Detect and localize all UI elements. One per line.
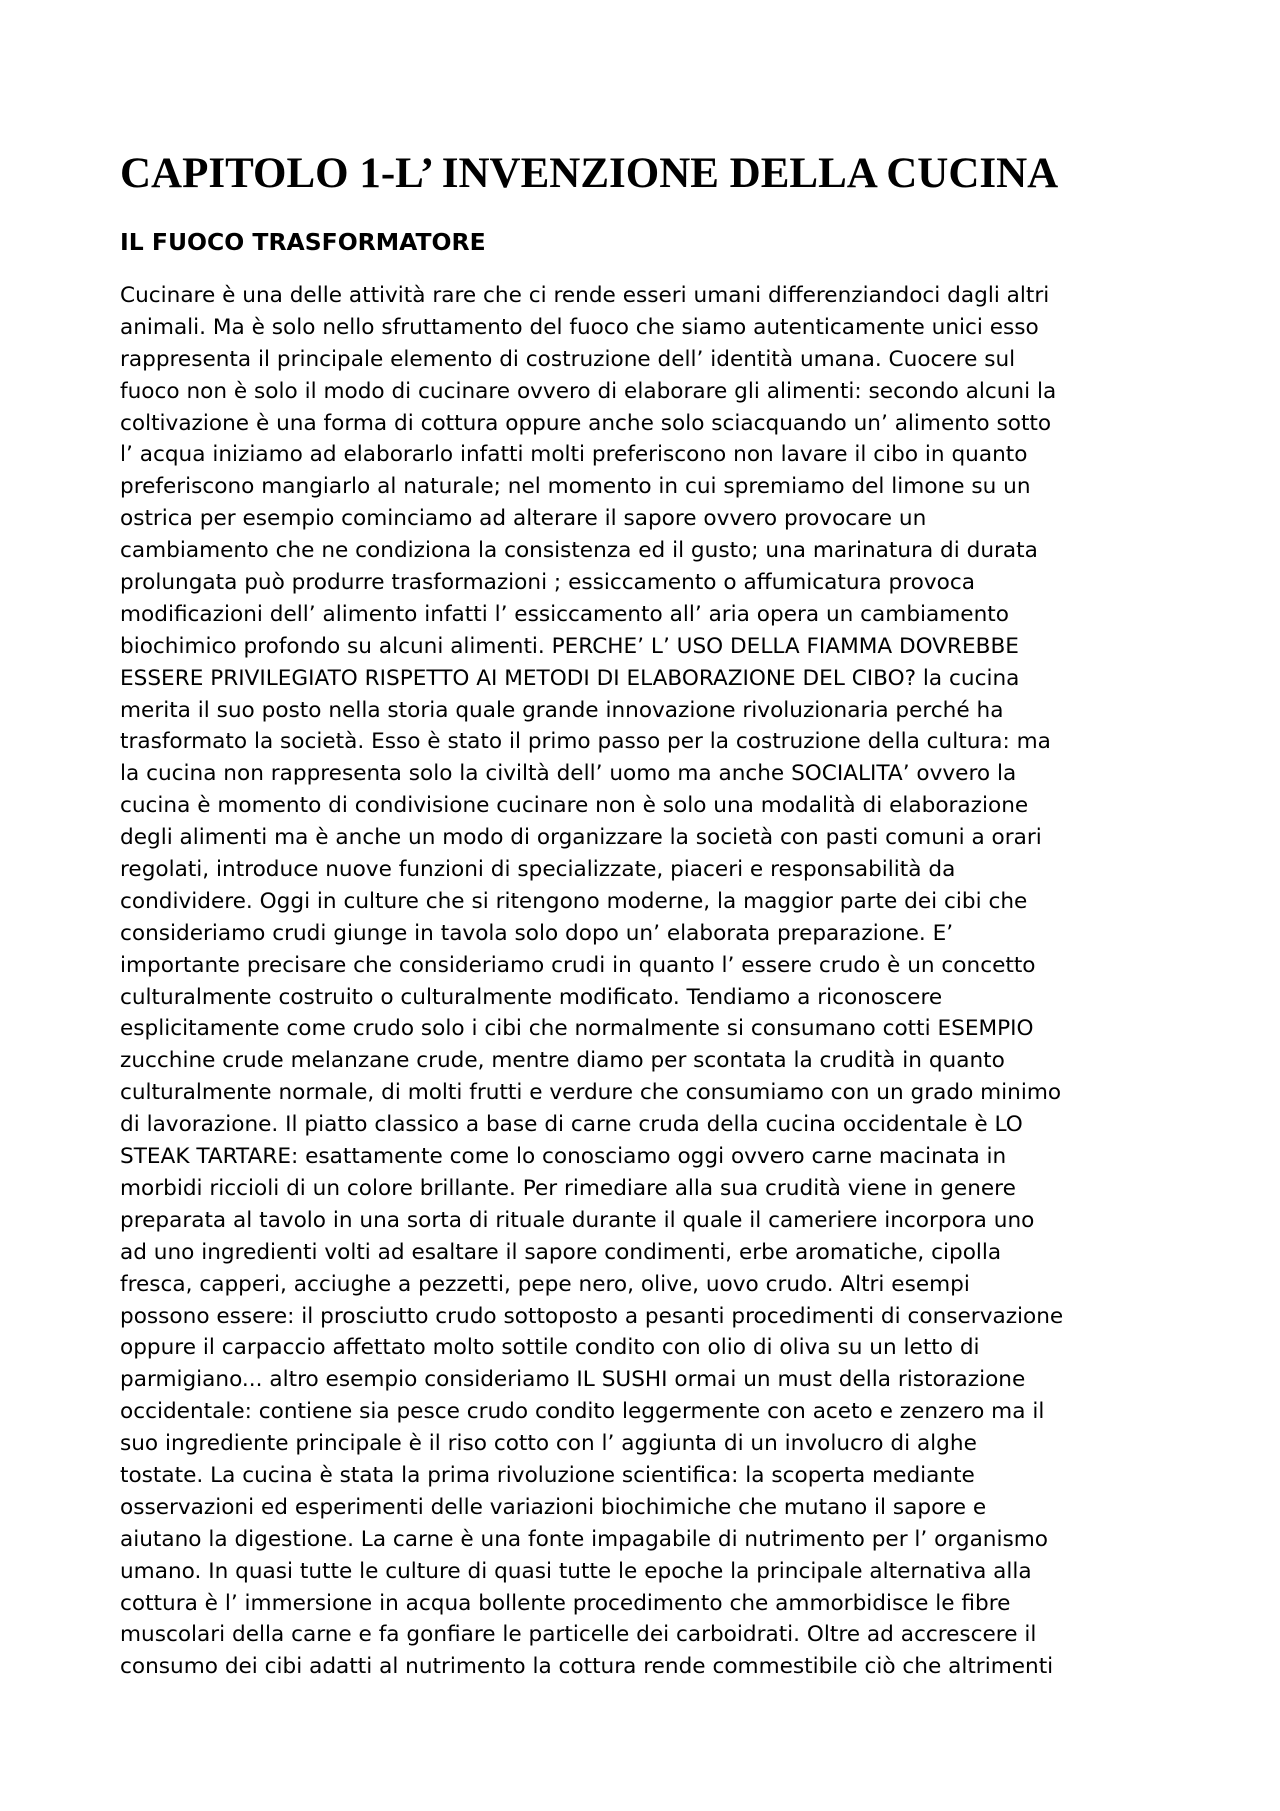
text-line: STEAK TARTARE: esattamente come lo conosciamo oggi ovvero carne macinata in (120, 1144, 1007, 1170)
text-line: l’ acqua iniziamo ad elaborarlo infatti molti preferiscono non lavare il cibo in quanto (120, 442, 1028, 468)
text-line: Cucinare è una delle attività rare che ci rende esseri umani differenziandoci dagli altri (120, 283, 1050, 308)
text-line: cottura è l’ immersione in acqua bollente procedimento che ammorbidisce le fibre (120, 1590, 1011, 1616)
text-line: occidentale: contiene sia pesce crudo condito leggermente con aceto e zenzero ma il (120, 1399, 1045, 1425)
text-line: fuoco non è solo il modo di cucinare ovvero di elaborare gli alimenti: secondo alcuni la (120, 378, 1057, 404)
text-line: osservazioni ed esperimenti delle variazioni biochimiche che mutano il sapore e (120, 1494, 987, 1520)
text-line: cucina è momento di condivisione cucinare non è solo una modalità di elaborazione (120, 793, 1029, 819)
text-line: preferiscono mangiarlo al naturale; nel momento in cui spremiamo del limone su un (120, 474, 1031, 500)
body-paragraph (120, 280, 1190, 1683)
text-line: trasformato la società. Esso è stato il primo passo per la costruzione della cultura: ma (120, 729, 1051, 755)
text-line: rappresenta il principale elemento di costruzione dell’ identità umana. Cuocere sul (120, 346, 1016, 372)
text-line: preparata al tavolo in una sorta di rituale durante il quale il cameriere incorpora uno (120, 1207, 1035, 1233)
section-heading: IL FUOCO TRASFORMATORE (120, 228, 486, 256)
text-line: animali. Ma è solo nello sfruttamento del fuoco che siamo autenticamente unici esso (120, 314, 1039, 340)
text-line: condividere. Oggi in culture che si ritengono moderne, la maggior parte dei cibi che (120, 888, 1028, 914)
text-line: modificazioni dell’ alimento infatti l’ essiccamento all’ aria opera un cambiamento (120, 601, 1009, 627)
text-line: regolati, introduce nuove funzioni di specializzate, piaceri e responsabilità da (120, 857, 956, 883)
text-line: degli alimenti ma è anche un modo di organizzare la società con pasti comuni a orari (120, 825, 1042, 851)
text-line: ad uno ingredienti volti ad esaltare il sapore condimenti, erbe aromatiche, cipolla (120, 1239, 1002, 1265)
text-line: parmigiano... altro esempio consideriamo IL SUSHI ormai un must della ristorazione (120, 1367, 1026, 1393)
text-line: zucchine crude melanzane crude, mentre diamo per scontata la crudità in quanto (120, 1048, 1005, 1074)
text-line: coltivazione è una forma di cottura oppure anche solo sciacquando un’ alimento sotto (120, 410, 1052, 436)
text-line: culturalmente normale, di molti frutti e verdure che consumiamo con un grado minimo (120, 1080, 1062, 1106)
text-line: di lavorazione. Il piatto classico a base di carne cruda della cucina occidentale è LO (120, 1112, 1023, 1138)
text-line: la cucina non rappresenta solo la civiltà dell’ uomo ma anche SOCIALITA’ ovvero la (120, 761, 1017, 787)
text-line: fresca, capperi, acciughe a pezzetti, pepe nero, olive, uovo crudo. Altri esempi (120, 1271, 970, 1297)
text-line: suo ingrediente principale è il riso cotto con l’ aggiunta di un involucro di alghe (120, 1431, 977, 1457)
text-line: possono essere: il prosciutto crudo sottoposto a pesanti procedimenti di conservazione (120, 1303, 1064, 1329)
text-line: esplicitamente come crudo solo i cibi che normalmente si consumano cotti ESEMPIO (120, 1016, 1034, 1042)
text-line: muscolari della carne e fa gonfiare le particelle dei carboidrati. Oltre ad accrescere il (120, 1622, 1037, 1648)
text-line: biochimico profondo su alcuni alimenti. PERCHE’ L’ USO DELLA FIAMMA DOVREBBE (120, 633, 1019, 659)
text-line: importante precisare che consideriamo crudi in quanto l’ essere crudo è un concetto (120, 952, 1036, 978)
text-line: umano. In quasi tutte le culture di quasi tutte le epoche la principale alternativa alla (120, 1558, 1032, 1584)
text-line: ESSERE PRIVILEGIATO RISPETTO AI METODI DI ELABORAZIONE DEL CIBO? la cucina (120, 665, 1020, 691)
text-line: consumo dei cibi adatti al nutrimento la cottura rende commestibile ciò che altrimenti (120, 1654, 1054, 1680)
text-line: culturalmente costruito o culturalmente modificato. Tendiamo a riconoscere (120, 984, 943, 1010)
text-line: cambiamento che ne condiziona la consistenza ed il gusto; una marinatura di durata (120, 538, 1038, 564)
text-line: prolungata può produrre trasformazioni ; essiccamento o affumicatura provoca (120, 570, 975, 596)
text-line: morbidi riccioli di un colore brillante. Per rimediare alla sua crudità viene in genere (120, 1175, 1016, 1201)
text-line: consideriamo crudi giunge in tavola solo dopo un’ elaborata preparazione. E’ (120, 920, 954, 946)
text-line: ostrica per esempio cominciamo ad alterare il sapore ovvero provocare un (120, 506, 927, 532)
text-line: tostate. La cucina è stata la prima rivoluzione scientifica: la scoperta mediante (120, 1462, 975, 1488)
chapter-title: CAPITOLO 1-L’ INVENZIONE DELLA CUCINA (120, 150, 1059, 197)
text-line: aiutano la digestione. La carne è una fonte impagabile di nutrimento per l’ organismo (120, 1526, 1048, 1552)
text-line: merita il suo posto nella storia quale grande innovazione rivoluzionaria perché ha (120, 697, 1004, 723)
text-line: oppure il carpaccio affettato molto sottile condito con olio di oliva su un letto di (120, 1335, 980, 1361)
